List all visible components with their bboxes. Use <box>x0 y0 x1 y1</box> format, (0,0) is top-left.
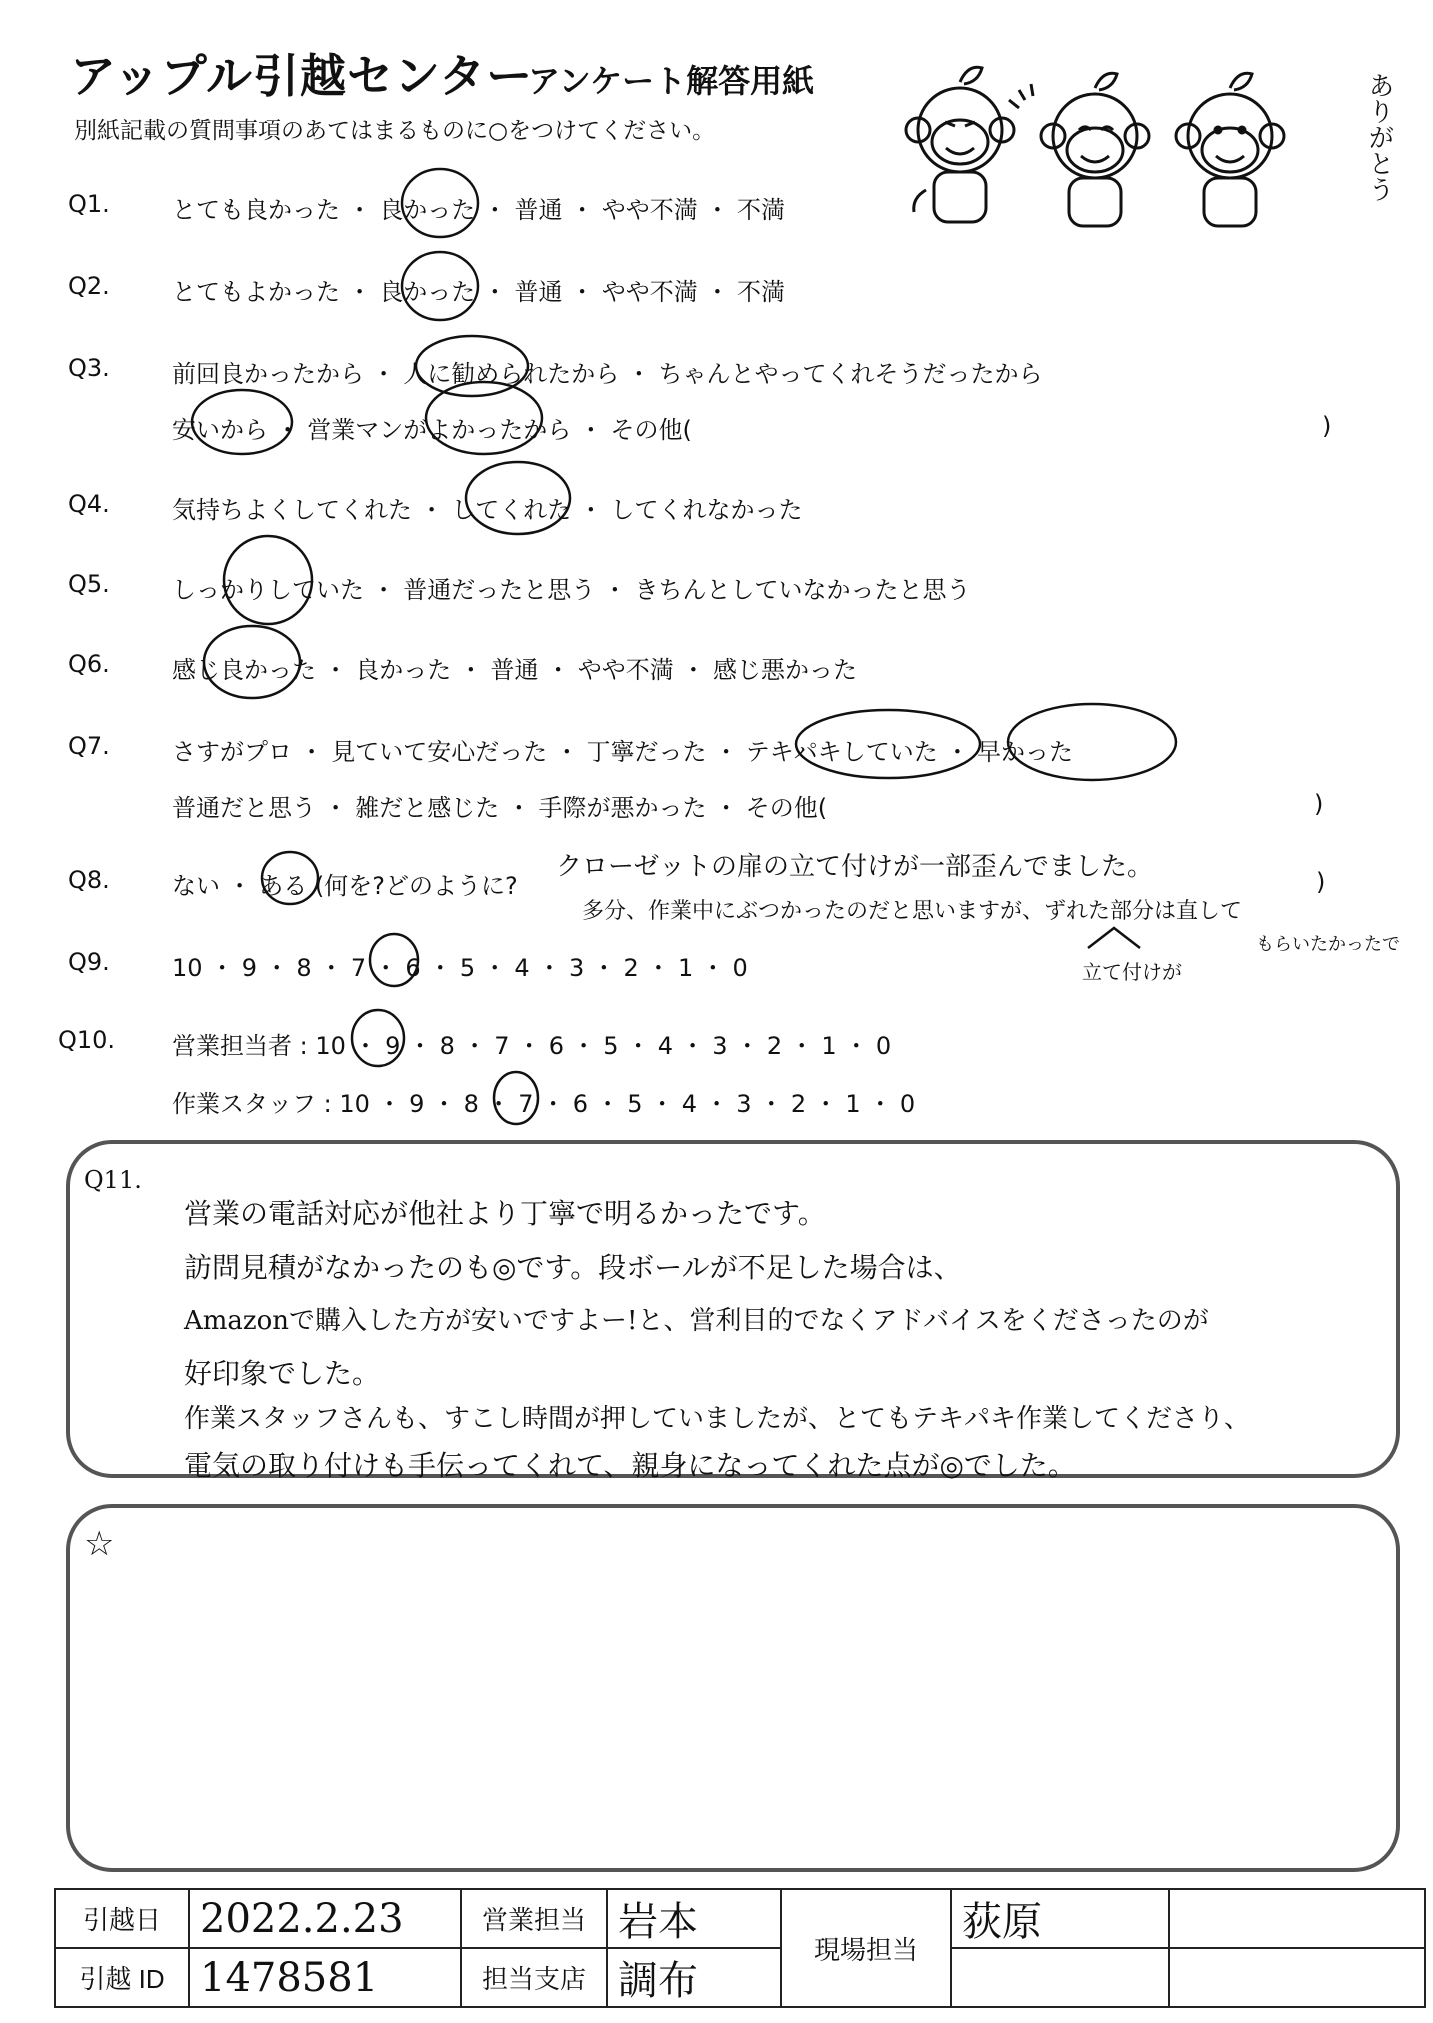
q7-options-line1: さすがプロ ・ 見ていて安心だった ・ 丁寧だった ・ テキパキしていた ・ 早かった <box>172 738 1074 766</box>
q7-close-paren: ) <box>1314 790 1324 818</box>
q9-options: 10 ・ 9 ・ 8 ・ 7 ・ 6 ・ 5 ・ 4 ・ 3 ・ 2 ・ 1 ・ 0 <box>172 954 748 982</box>
q6-circle-mark <box>204 626 300 698</box>
q11-comment-line2: 訪問見積がなかったのも◎です。段ボールが不足した場合は、 <box>184 1251 962 1284</box>
q8-label: Q8. <box>68 866 110 894</box>
arigatou-text: ありがとう <box>1364 72 1394 202</box>
q7-circle-mark-1 <box>796 710 980 778</box>
q7-circle-mark-2 <box>1008 704 1176 780</box>
star-label: ☆ <box>84 1524 115 1564</box>
q8-close-paren: ) <box>1316 868 1326 896</box>
q5-label: Q5. <box>68 570 110 598</box>
q10-staff-options: 作業スタッフ : 10 ・ 9 ・ 8 ・ 7 ・ 6 ・ 5 ・ 4 ・ 3 ・ 2 ・ 1 ・ 0 <box>172 1090 916 1118</box>
q6-label: Q6. <box>68 650 110 678</box>
q1-circle-mark <box>402 169 478 237</box>
q3-circle-mark-2 <box>192 390 292 454</box>
q8-answer-note: 立て付けが <box>1082 960 1182 984</box>
branch-value: 調布 <box>607 1948 781 2007</box>
q8-answer-line3: もらいたかったで <box>1256 934 1400 955</box>
q8-options: ない ・ ある (何を?どのように? <box>172 872 518 900</box>
q11-comment-line4: 好印象でした。 <box>184 1357 381 1390</box>
site-label: 現場担当 <box>781 1889 951 2007</box>
q11-comment-line3: Amazonで購入した方が安いですよー!と、営利目的でなくアドバイスをくださったのが <box>184 1306 1209 1336</box>
footer-empty-cell-3 <box>1169 1948 1425 2007</box>
survey-title: アップル引越センター <box>70 49 534 103</box>
q11-comment-line6: 電気の取り付けも手伝ってくれて、親身になってくれた点が◎でした。 <box>184 1449 1076 1482</box>
site-value: 荻原 <box>951 1889 1169 1948</box>
footer-empty-cell-2 <box>951 1948 1169 2007</box>
q2-label: Q2. <box>68 272 110 300</box>
q7-options-line2: 普通だと思う ・ 雑だと感じた ・ 手際が悪かった ・ その他( <box>172 794 828 822</box>
q3-options-line2: 安いから ・ 営業マンがよかったから ・ その他( <box>172 416 692 444</box>
q1-options: とても良かった ・ 良かった ・ 普通 ・ やや不満 ・ 不満 <box>172 196 786 224</box>
q4-options: 気持ちよくしてくれた ・ してくれた ・ してくれなかった <box>172 496 803 524</box>
q8-insert-caret-mark <box>1088 928 1140 948</box>
q3-close-paren: ) <box>1322 412 1332 440</box>
q9-circle-mark <box>370 934 418 986</box>
q8-circle-mark <box>262 852 318 904</box>
sales-value: 岩本 <box>607 1889 781 1948</box>
q8-answer-line1: クローゼットの扉の立て付けが一部歪んでました。 <box>556 852 1153 882</box>
q1-label: Q1. <box>68 190 110 218</box>
q4-circle-mark <box>466 462 570 534</box>
free-comment-box <box>66 1504 1400 1872</box>
q5-circle-mark <box>224 536 312 624</box>
sales-label: 営業担当 <box>461 1889 607 1948</box>
footer-empty-cell-1 <box>1169 1889 1425 1948</box>
footer-info-table <box>54 1888 1426 2008</box>
q10-sales-circle-mark <box>352 1010 404 1066</box>
q3-options-line1: 前回良かったから ・ 人に勧められたから ・ ちゃんとやってくれそうだったから <box>172 360 1043 388</box>
q10-staff-circle-mark <box>494 1072 538 1124</box>
q5-options: しっかりしていた ・ 普通だったと思う ・ きちんとしていなかったと思う <box>172 576 971 604</box>
branch-label: 担当支店 <box>461 1948 607 2007</box>
q8-answer-line2: 多分、作業中にぶつかったのだと思いますが、ずれた部分は直して <box>582 899 1243 924</box>
move-date-value: 2022.2.23 <box>189 1889 461 1948</box>
q10-label: Q10. <box>58 1026 116 1054</box>
q11-label: Q11. <box>84 1166 142 1194</box>
move-id-value: 1478581 <box>189 1948 461 2007</box>
q9-label: Q9. <box>68 948 110 976</box>
q3-label: Q3. <box>68 354 110 382</box>
q3-circle-mark-3 <box>426 382 542 454</box>
instructions: 別紙記載の質問事項のあてはまるものに○をつけてください。 <box>74 118 716 144</box>
move-date-label: 引越日 <box>55 1889 189 1948</box>
survey-subtitle: アンケート解答用紙 <box>528 62 815 100</box>
q11-comment-line1: 営業の電話対応が他社より丁寧で明るかったです。 <box>184 1197 826 1230</box>
q2-circle-mark <box>402 252 478 320</box>
q7-label: Q7. <box>68 732 110 760</box>
q6-options: 感じ良かった ・ 良かった ・ 普通 ・ やや不満 ・ 感じ悪かった <box>172 656 858 684</box>
q4-label: Q4. <box>68 490 110 518</box>
q11-comment-line5: 作業スタッフさんも、すこし時間が押していましたが、とてもテキパキ作業してくださり、 <box>184 1404 1251 1434</box>
q10-sales-options: 営業担当者 : 10 ・ 9 ・ 8 ・ 7 ・ 6 ・ 5 ・ 4 ・ 3 ・ 2 ・ 1 ・ 0 <box>172 1032 892 1060</box>
q2-options: とてもよかった ・ 良かった ・ 普通 ・ やや不満 ・ 不満 <box>172 278 786 306</box>
move-id-label: 引越 ID <box>55 1948 189 2007</box>
